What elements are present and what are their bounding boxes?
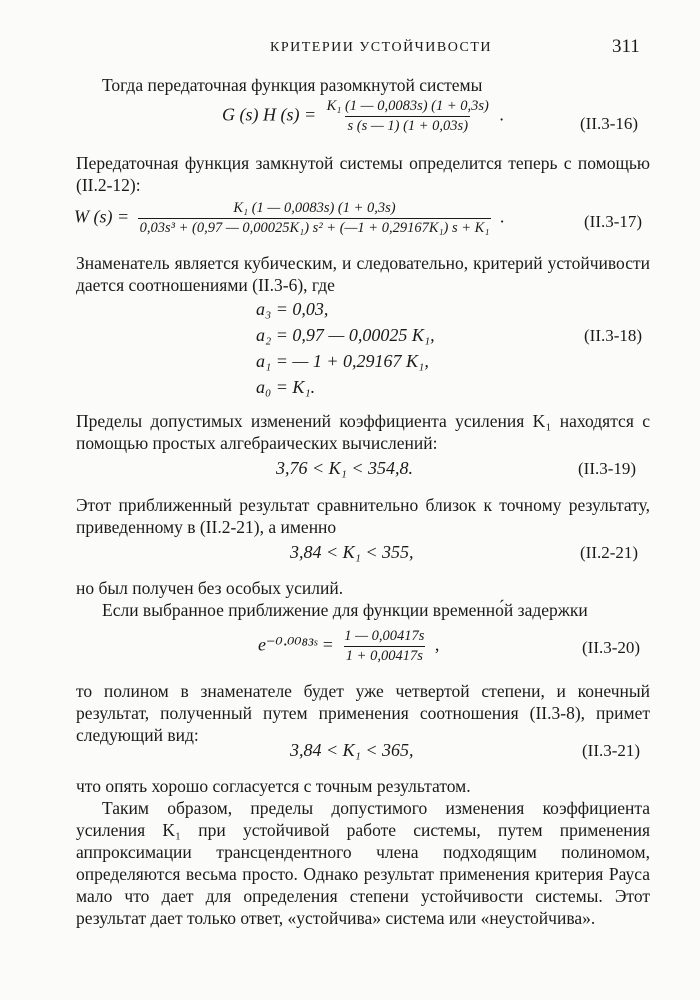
equation-II-3-16 [222,98,504,135]
paragraph-1: Тогда передаточная функция разомкнутой системы [102,75,483,95]
eq17-denominator: 0,03s³ + (0,97 — 0,00025K₁) s² + (—1 + 0,29167K₁) s + K₁ [139,220,490,236]
eq21a-label: (II.2-21) [580,543,639,562]
paragraph-3: Знаменатель является кубическим, и следовательно, критерий устойчивости дается соотношениями (II.3-6), где [76,253,650,295]
paragraph-6: но был получен без особых усилий. [76,578,344,598]
equation-II-3-20 [258,628,439,665]
paragraph-7: Если выбранное приближение для функции временно́й задержки [102,600,588,620]
eq16-denominator: s (s — 1) (1 + 0,03s) [347,118,469,134]
eq20-fraction [342,628,426,665]
running-title: КРИТЕРИИ УСТОЙЧИВОСТИ [270,40,493,55]
eq18-line: a₂ = 0,97 — 0,00025 K₁, [256,325,435,345]
eq16-tail: . [499,104,504,125]
equation-II-2-21: 3,84 < K₁ < 355, [290,542,414,562]
eq20-tail: , [434,634,440,655]
eq16-label: (II.3-16) [580,114,639,133]
eq17-label: (II.3-17) [584,212,643,231]
paragraph-5: Этот приближенный результат сравнительно близок к точному результату, приведенному в (II.2-21), а именно [76,495,650,537]
eq16-lhs: G (s) H (s) = [222,104,317,125]
eq17-numerator: K₁ (1 — 0,0083s) (1 + 0,3s) [233,200,396,216]
eq20-label: (II.3-20) [582,638,641,657]
eq18-label: (II.3-18) [584,326,643,345]
paragraph-4: Пределы допустимых изменений коэффициента усиления K₁ находятся с помощью простых алгебраических вычислений: [76,411,650,453]
paragraph-10: Таким образом, пределы допустимого изменения коэффициента усиления K₁ при устойчивой работе системы, путем применения аппроксимации трансцендентного члена подходящим полиномом, определяются весьма просто. Однако результат применения критерия Рауса мало что дает для определения степени устойчивости системы. Этот результат дает только ответ, «устойчива» система или «неустойчива». [76,798,650,928]
paragraph-2: Передаточная функция замкнутой системы определится теперь с помощью (II.2-12): [76,153,650,195]
equation-II-3-18 [256,296,435,400]
equation-II-3-21: 3,84 < K₁ < 365, [290,740,414,760]
eq20-numerator: 1 — 0,00417s [344,628,425,644]
page-number: 311 [612,36,640,57]
eq17-lhs: W (s) = [74,206,130,227]
eq20-denominator: 1 + 0,00417s [345,648,423,664]
eq19-label: (II.3-19) [578,459,637,478]
paragraph-8: то полином в знаменателе будет уже четвертой степени, и конечный результат, полученный путем применения соотношения (II.3-8), примет следующий вид: [76,681,650,745]
eq18-line: a₁ = — 1 + 0,29167 K₁, [256,351,429,371]
eq16-fraction [325,98,491,135]
eq20-lhs: e⁻⁰·⁰⁰⁸³ˢ = [258,634,334,655]
eq17-fraction [138,200,492,237]
equation-II-3-19: 3,76 < K₁ < 354,8. [276,458,414,478]
eq16-numerator: K₁ (1 — 0,0083s) (1 + 0,3s) [326,98,489,114]
eq18-line: a₀ = K₁. [256,377,316,397]
paragraph-9: что опять хорошо согласуется с точным результатом. [76,776,471,796]
eq17-tail: . [499,206,505,227]
equation-II-3-17 [74,200,504,237]
eq21b-label: (II.3-21) [582,741,641,760]
eq18-line: a₃ = 0,03, [256,299,329,319]
